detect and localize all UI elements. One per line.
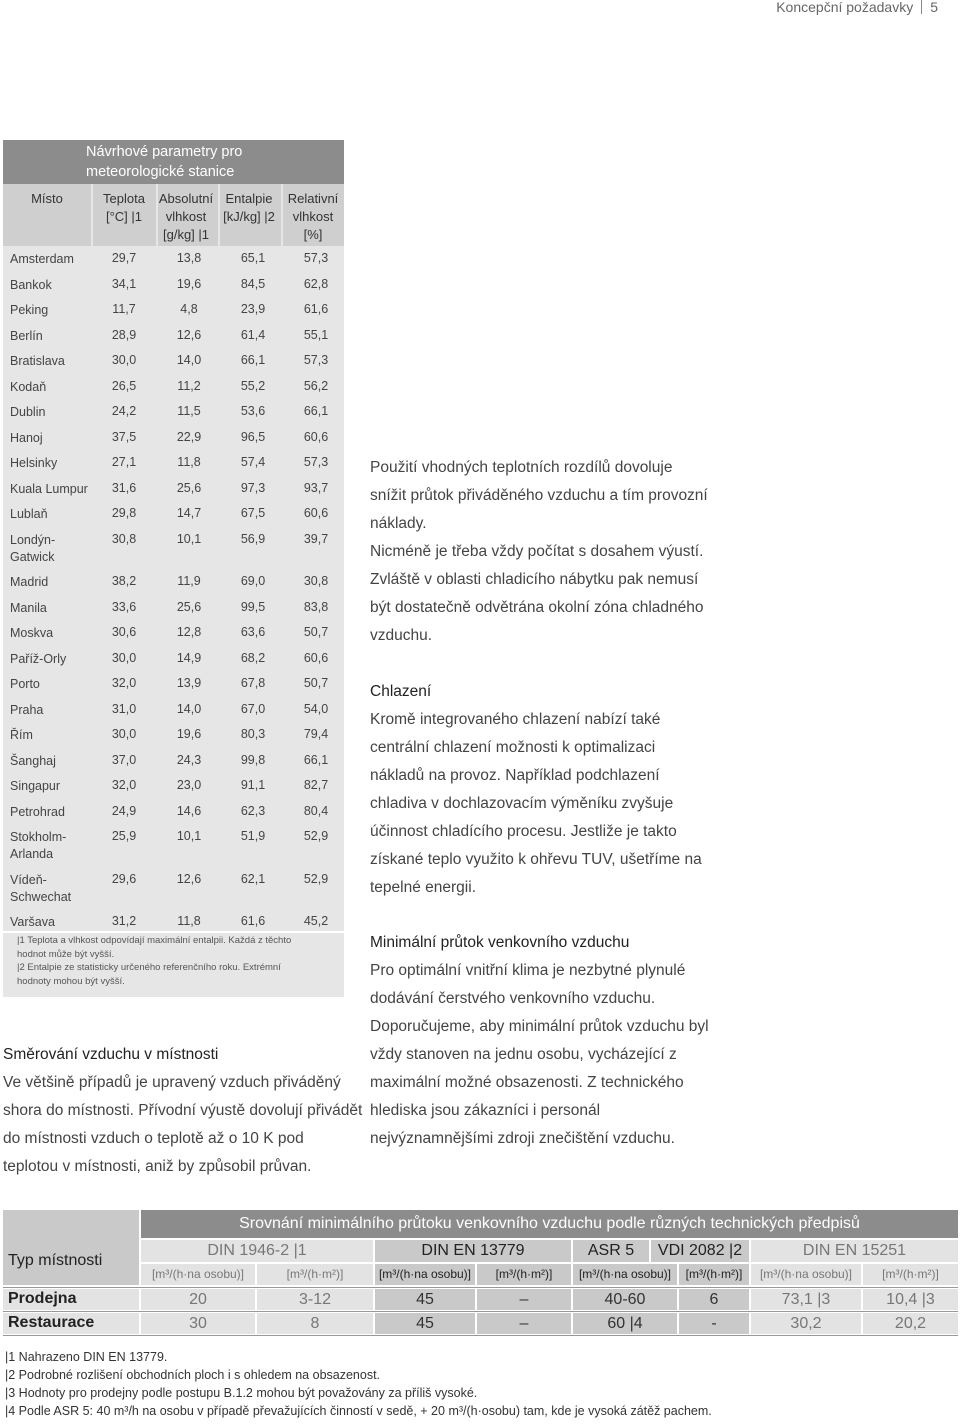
table-row bbox=[3, 829, 344, 871]
station-name: Hanoj bbox=[10, 430, 43, 445]
unit-per-person: [m³/(h·na osobu)] bbox=[573, 1264, 677, 1285]
table-row bbox=[3, 404, 344, 429]
table-cell: 4,8 bbox=[180, 302, 198, 316]
table-cell: 79,4 bbox=[303, 727, 329, 741]
table-cell: 23,0 bbox=[176, 778, 202, 792]
page-header bbox=[776, 0, 938, 15]
table-cell: 66,1 bbox=[240, 353, 266, 367]
header-divider bbox=[281, 184, 283, 246]
airflow-paragraph: Pro optimální vnitřní klima je nezbytné plynulé dodávání čerstvého venkovního vzduchu. Doporučujeme, aby minimální průtok vzduchu byl vždy stanoven na jednu osobu, vycházející z maximální možné obsazenosti. Z technického hlediska jsou zákazníci i personál nejvýznamnějšími zdroji znečištění vzduchu. bbox=[370, 962, 709, 1147]
table-cell: 30,0 bbox=[111, 353, 137, 367]
table-cell: 52,9 bbox=[303, 829, 329, 843]
station-name: Porto bbox=[10, 677, 40, 691]
table-cell: 10,4 |3 bbox=[863, 1289, 958, 1310]
norm-asr-5: ASR 5 bbox=[573, 1240, 649, 1262]
station-name: Stokholm-Arlanda bbox=[10, 830, 67, 861]
table-cell: 30,6 bbox=[111, 625, 137, 639]
table-cell: 25,9 bbox=[111, 829, 137, 843]
table-cell: 20,2 bbox=[863, 1313, 958, 1334]
table-row bbox=[3, 778, 344, 803]
table-cell: 66,1 bbox=[303, 404, 329, 418]
table-rule bbox=[3, 1287, 958, 1288]
station-name: Kuala Lumpur bbox=[10, 481, 88, 496]
table-cell: 82,7 bbox=[303, 778, 329, 792]
table-row bbox=[3, 600, 344, 625]
table-cell: 11,5 bbox=[177, 404, 201, 418]
room-type-header bbox=[3, 1210, 139, 1285]
table-cell: 29,7 bbox=[111, 251, 137, 265]
unit-per-m2: [m³/(h·m²)] bbox=[679, 1264, 749, 1285]
table-cell: 54,0 bbox=[303, 701, 329, 716]
table-row bbox=[3, 702, 344, 727]
table-row bbox=[3, 506, 344, 531]
station-name: Berlín bbox=[10, 328, 43, 343]
table-cell: 31,2 bbox=[111, 914, 137, 928]
table-cell: 99,8 bbox=[240, 752, 266, 767]
unit-per-person: [m³/(h·na osobu)] bbox=[141, 1264, 255, 1285]
norm-vdi-2082: VDI 2082 |2 bbox=[651, 1240, 749, 1262]
table-cell: 10,1 bbox=[176, 829, 202, 843]
table-cell: 56,2 bbox=[303, 378, 329, 393]
airflow-heading: Minimální průtok venkovního vzduchu bbox=[370, 934, 630, 951]
table-cell: 57,3 bbox=[303, 353, 329, 367]
table-cell: 50,7 bbox=[303, 625, 329, 639]
station-name: Manila bbox=[10, 600, 47, 615]
table-cell: 80,3 bbox=[240, 727, 266, 741]
table-cell: 60,6 bbox=[303, 650, 329, 665]
station-name: Řím bbox=[10, 728, 33, 742]
footnote-4: |4 Podle ASR 5: 40 m³/h na osobu v případě převažujících činností v sedě, + 20 m³/(h·osobu) tam, kde je vysoká zátěž pachem. bbox=[5, 1404, 712, 1418]
table-cell: 19,6 bbox=[176, 727, 202, 741]
row-label-prodejna bbox=[3, 1289, 139, 1310]
table-cell: 30,8 bbox=[303, 574, 329, 588]
table-cell: 3-12 bbox=[257, 1289, 373, 1310]
cooling-section bbox=[370, 678, 710, 902]
station-name: Moskva bbox=[10, 626, 54, 640]
cooling-paragraph: Kromě integrovaného chlazení nabízí také centrální chlazení možnosti k optimalizaci nákladů na provoz. Například podchlazení chladiva v dochlazovacím výměníku zvyšuje účinnost chladícího procesu. Jestliže je takto získané teplo využito k ohřevu TUV, ušetříme na tepelné energii. bbox=[370, 711, 702, 896]
table-row bbox=[3, 727, 344, 752]
table-cell: 60 |4 bbox=[573, 1313, 677, 1334]
table-cell: – bbox=[477, 1289, 571, 1310]
table-cell: 45,2 bbox=[303, 914, 329, 928]
table-cell: 11,9 bbox=[177, 574, 201, 588]
unit-per-m2: [m³/(h·m²)] bbox=[477, 1264, 571, 1285]
table-cell: 66,1 bbox=[303, 752, 329, 767]
station-name: Paříž-Orly bbox=[10, 651, 67, 666]
table-cell: 67,5 bbox=[240, 506, 266, 520]
station-name: Petrohrad bbox=[10, 804, 65, 819]
row-label-text: Restaurace bbox=[8, 1314, 95, 1331]
table-cell: – bbox=[477, 1313, 571, 1334]
table-row bbox=[3, 532, 344, 574]
table-cell: 29,6 bbox=[111, 871, 137, 886]
station-name: Londýn-Gatwick bbox=[10, 532, 56, 564]
table-cell: 61,6 bbox=[303, 302, 329, 316]
col-header-relativni-vlhkost: Relativní vlhkost [%] bbox=[287, 191, 339, 242]
table-row bbox=[3, 277, 344, 302]
table-cell: 13,8 bbox=[176, 251, 202, 265]
table-cell: 26,5 bbox=[111, 378, 137, 393]
table-row bbox=[3, 251, 344, 276]
table-cell: 14,9 bbox=[176, 650, 202, 665]
table-cell: 62,1 bbox=[240, 871, 266, 886]
comparison-title: Srovnání minimálního průtoku venkovního vzduchu podle různých technických předpisů bbox=[141, 1210, 958, 1238]
right-intro bbox=[370, 454, 710, 650]
col-header-misto: Místo bbox=[31, 191, 63, 206]
table-cell: 57,3 bbox=[303, 455, 329, 469]
air-direction-section bbox=[3, 1041, 363, 1181]
room-type-label: Typ místnosti bbox=[8, 1252, 103, 1269]
table-cell: 29,8 bbox=[111, 506, 137, 520]
table-row bbox=[3, 574, 344, 599]
station-name: Singapur bbox=[10, 779, 61, 793]
table-row bbox=[3, 302, 344, 327]
table-cell: 80,4 bbox=[303, 803, 329, 818]
station-name: Bratislava bbox=[10, 354, 65, 368]
table-cell: 31,6 bbox=[111, 480, 137, 495]
table-cell: 61,6 bbox=[240, 914, 266, 928]
airflow-section bbox=[370, 929, 710, 1153]
table-cell: 69,0 bbox=[240, 574, 266, 588]
table-cell: 84,5 bbox=[240, 276, 266, 291]
table-cell: 68,2 bbox=[240, 650, 266, 665]
table-cell: 24,9 bbox=[111, 803, 137, 818]
unit-per-person: [m³/(h·na osobu)] bbox=[375, 1264, 475, 1285]
table-cell: 73,1 |3 bbox=[751, 1289, 861, 1310]
table-cell: 38,2 bbox=[111, 574, 137, 588]
table-cell: 61,4 bbox=[240, 327, 266, 342]
table-row bbox=[3, 625, 344, 650]
station-name: Šanghaj bbox=[10, 753, 56, 768]
table-cell: 11,8 bbox=[177, 914, 201, 928]
table-cell: 13,9 bbox=[176, 676, 202, 690]
air-direction-heading: Směrování vzduchu v místnosti bbox=[3, 1046, 219, 1063]
table-cell: 23,9 bbox=[240, 302, 266, 316]
stations-notes bbox=[3, 931, 344, 999]
section-title: Koncepční požadavky bbox=[776, 0, 914, 15]
table-row bbox=[3, 481, 344, 506]
footnote-1: |1 Nahrazeno DIN EN 13779. bbox=[5, 1350, 168, 1364]
table-row bbox=[3, 676, 344, 701]
table-row bbox=[3, 430, 344, 455]
table-cell: 96,5 bbox=[240, 429, 266, 444]
table-cell: 25,6 bbox=[176, 480, 202, 495]
table-cell: 45 bbox=[375, 1313, 475, 1334]
row-label-text: Prodejna bbox=[8, 1290, 77, 1307]
table-cell: 34,1 bbox=[111, 276, 137, 291]
station-name: Helsinky bbox=[10, 456, 58, 470]
table-cell: 14,7 bbox=[176, 506, 202, 520]
table-cell: 60,6 bbox=[303, 429, 329, 444]
stations-note-1: |1 Teplota a vlhkost odpovídají maximální entalpii. Každá z těchto hodnot může být vyšší. bbox=[17, 935, 292, 960]
page-number: 5 bbox=[930, 0, 938, 15]
table-cell: 19,6 bbox=[176, 276, 202, 291]
table-cell: 97,3 bbox=[240, 480, 266, 495]
table-cell: 30,2 bbox=[751, 1313, 861, 1334]
unit-per-person: [m³/(h·na osobu)] bbox=[751, 1264, 861, 1285]
table-cell: 40-60 bbox=[573, 1289, 677, 1310]
table-cell: 11,2 bbox=[177, 378, 201, 393]
stations-title-bar bbox=[3, 140, 344, 184]
table-cell: 37,0 bbox=[111, 752, 137, 767]
table-cell: 12,8 bbox=[176, 625, 202, 639]
table-cell: 67,0 bbox=[240, 701, 266, 716]
table-cell: 99,5 bbox=[240, 599, 266, 614]
table-row bbox=[3, 328, 344, 353]
table-cell: - bbox=[679, 1313, 749, 1334]
table-cell: 20 bbox=[141, 1289, 255, 1310]
intro-paragraph-2: Nicméně je třeba vždy počítat s dosahem výustí. Zvláště v oblasti chladicího nábytku pak nemusí být dostatečně odvětrána okolní zóna chladného vzduchu. bbox=[370, 543, 704, 644]
table-cell: 30 bbox=[141, 1313, 255, 1334]
station-name: Bankok bbox=[10, 277, 52, 292]
air-direction-paragraph: Ve většině případů je upravený vzduch přiváděný shora do místnosti. Přívodní výustě dovolují přivádět do místnosti vzduch o teplotě až o 10 K pod teplotou v místnosti, aniž by způsobil průvan. bbox=[3, 1074, 363, 1175]
table-cell: 65,1 bbox=[240, 251, 266, 265]
header-divider bbox=[921, 0, 922, 14]
station-name: Kodaň bbox=[10, 379, 47, 394]
table-row bbox=[3, 804, 344, 829]
station-name: Praha bbox=[10, 702, 44, 717]
table-cell: 32,0 bbox=[111, 778, 137, 792]
comparison-footnotes bbox=[5, 1348, 945, 1420]
table-cell: 52,9 bbox=[303, 871, 329, 886]
comparison-table bbox=[3, 1210, 958, 1335]
footnote-2: |2 Podrobné rozlišení obchodních ploch i s ohledem na obsazenost. bbox=[5, 1368, 381, 1382]
footnote-3: |3 Hodnoty pro prodejny podle postupu B.1.2 mohou být považovány za příliš vysoké. bbox=[5, 1386, 478, 1400]
station-name: Amsterdam bbox=[10, 252, 74, 266]
table-row bbox=[3, 872, 344, 914]
table-cell: 8 bbox=[257, 1313, 373, 1334]
table-cell: 55,1 bbox=[303, 327, 329, 342]
unit-per-m2: [m³/(h·m²)] bbox=[863, 1264, 958, 1285]
stations-note-2: |2 Entalpie ze statisticky určeného referenčního roku. Extrémní hodnoty mohou být vyšší. bbox=[17, 962, 281, 987]
table-cell: 45 bbox=[375, 1289, 475, 1310]
table-row bbox=[3, 455, 344, 480]
table-row bbox=[3, 379, 344, 404]
header-divider bbox=[218, 184, 220, 246]
table-cell: 28,9 bbox=[111, 327, 137, 342]
col-header-entalpie: Entalpie [kJ/kg] |2 bbox=[223, 191, 275, 224]
stations-table bbox=[3, 140, 344, 997]
row-label-restaurace bbox=[3, 1313, 139, 1334]
stations-title: Návrhové parametry pro meteorologické stanice bbox=[86, 144, 243, 180]
table-cell: 30,0 bbox=[111, 650, 137, 665]
unit-per-m2: [m³/(h·m²)] bbox=[257, 1264, 373, 1285]
table-cell: 33,6 bbox=[111, 599, 137, 614]
table-cell: 56,9 bbox=[240, 531, 266, 546]
col-header-teplota: Teplota [°C] |1 bbox=[103, 191, 145, 224]
col-header-absolutni-vlhkost: Absolutní vlhkost [g/kg] |1 bbox=[158, 191, 214, 242]
table-cell: 14,0 bbox=[176, 353, 202, 367]
table-cell: 22,9 bbox=[176, 429, 202, 444]
table-cell: 67,8 bbox=[240, 676, 266, 690]
table-cell: 30,8 bbox=[111, 531, 137, 546]
table-cell: 50,7 bbox=[303, 676, 329, 690]
table-cell: 55,2 bbox=[240, 378, 266, 393]
table-cell: 62,3 bbox=[240, 803, 266, 818]
norm-din-en-15251: DIN EN 15251 bbox=[751, 1240, 958, 1262]
table-cell: 12,6 bbox=[176, 327, 202, 342]
intro-paragraph-1: Použití vhodných teplotních rozdílů dovoluje snížit průtok přiváděného vzduchu a tím provozní náklady. bbox=[370, 459, 708, 532]
header-divider bbox=[91, 184, 93, 246]
stations-column-headers bbox=[3, 184, 344, 246]
table-cell: 37,5 bbox=[111, 429, 137, 444]
table-cell: 60,6 bbox=[303, 506, 329, 520]
norm-din-1946-2: DIN 1946-2 |1 bbox=[141, 1240, 373, 1262]
station-name: Varšava bbox=[10, 915, 55, 929]
station-name: Peking bbox=[10, 303, 49, 317]
station-name: Dublin bbox=[10, 405, 46, 419]
table-cell: 31,0 bbox=[111, 701, 137, 716]
table-rule bbox=[3, 1311, 958, 1312]
table-cell: 24,2 bbox=[111, 404, 137, 418]
station-name: Lublaň bbox=[10, 507, 48, 521]
table-row bbox=[3, 353, 344, 378]
table-cell: 12,6 bbox=[176, 871, 202, 886]
table-cell: 10,1 bbox=[176, 531, 202, 546]
table-cell: 25,6 bbox=[176, 599, 202, 614]
table-cell: 83,8 bbox=[303, 599, 329, 614]
table-cell: 63,6 bbox=[240, 625, 266, 639]
table-cell: 53,6 bbox=[240, 404, 266, 418]
cooling-heading: Chlazení bbox=[370, 683, 432, 700]
table-cell: 14,0 bbox=[176, 701, 202, 716]
table-cell: 14,6 bbox=[176, 803, 202, 818]
station-name: Vídeň-Schwechat bbox=[10, 872, 72, 904]
norm-din-en-13779: DIN EN 13779 bbox=[375, 1240, 571, 1262]
table-cell: 57,4 bbox=[240, 455, 266, 469]
table-row bbox=[3, 753, 344, 778]
table-cell: 30,0 bbox=[111, 727, 137, 741]
table-cell: 93,7 bbox=[303, 480, 329, 495]
table-cell: 24,3 bbox=[176, 752, 202, 767]
table-cell: 39,7 bbox=[303, 531, 329, 546]
table-cell: 32,0 bbox=[111, 676, 137, 690]
table-row bbox=[3, 651, 344, 676]
station-name: Madrid bbox=[10, 575, 49, 589]
table-cell: 51,9 bbox=[240, 829, 266, 843]
table-cell: 91,1 bbox=[240, 778, 266, 792]
table-cell: 57,3 bbox=[303, 251, 329, 265]
table-cell: 11,8 bbox=[177, 455, 201, 469]
table-cell: 11,7 bbox=[112, 302, 136, 316]
table-cell: 6 bbox=[679, 1289, 749, 1310]
table-cell: 27,1 bbox=[111, 455, 137, 469]
table-cell: 62,8 bbox=[303, 276, 329, 291]
table-rule bbox=[3, 1335, 958, 1336]
